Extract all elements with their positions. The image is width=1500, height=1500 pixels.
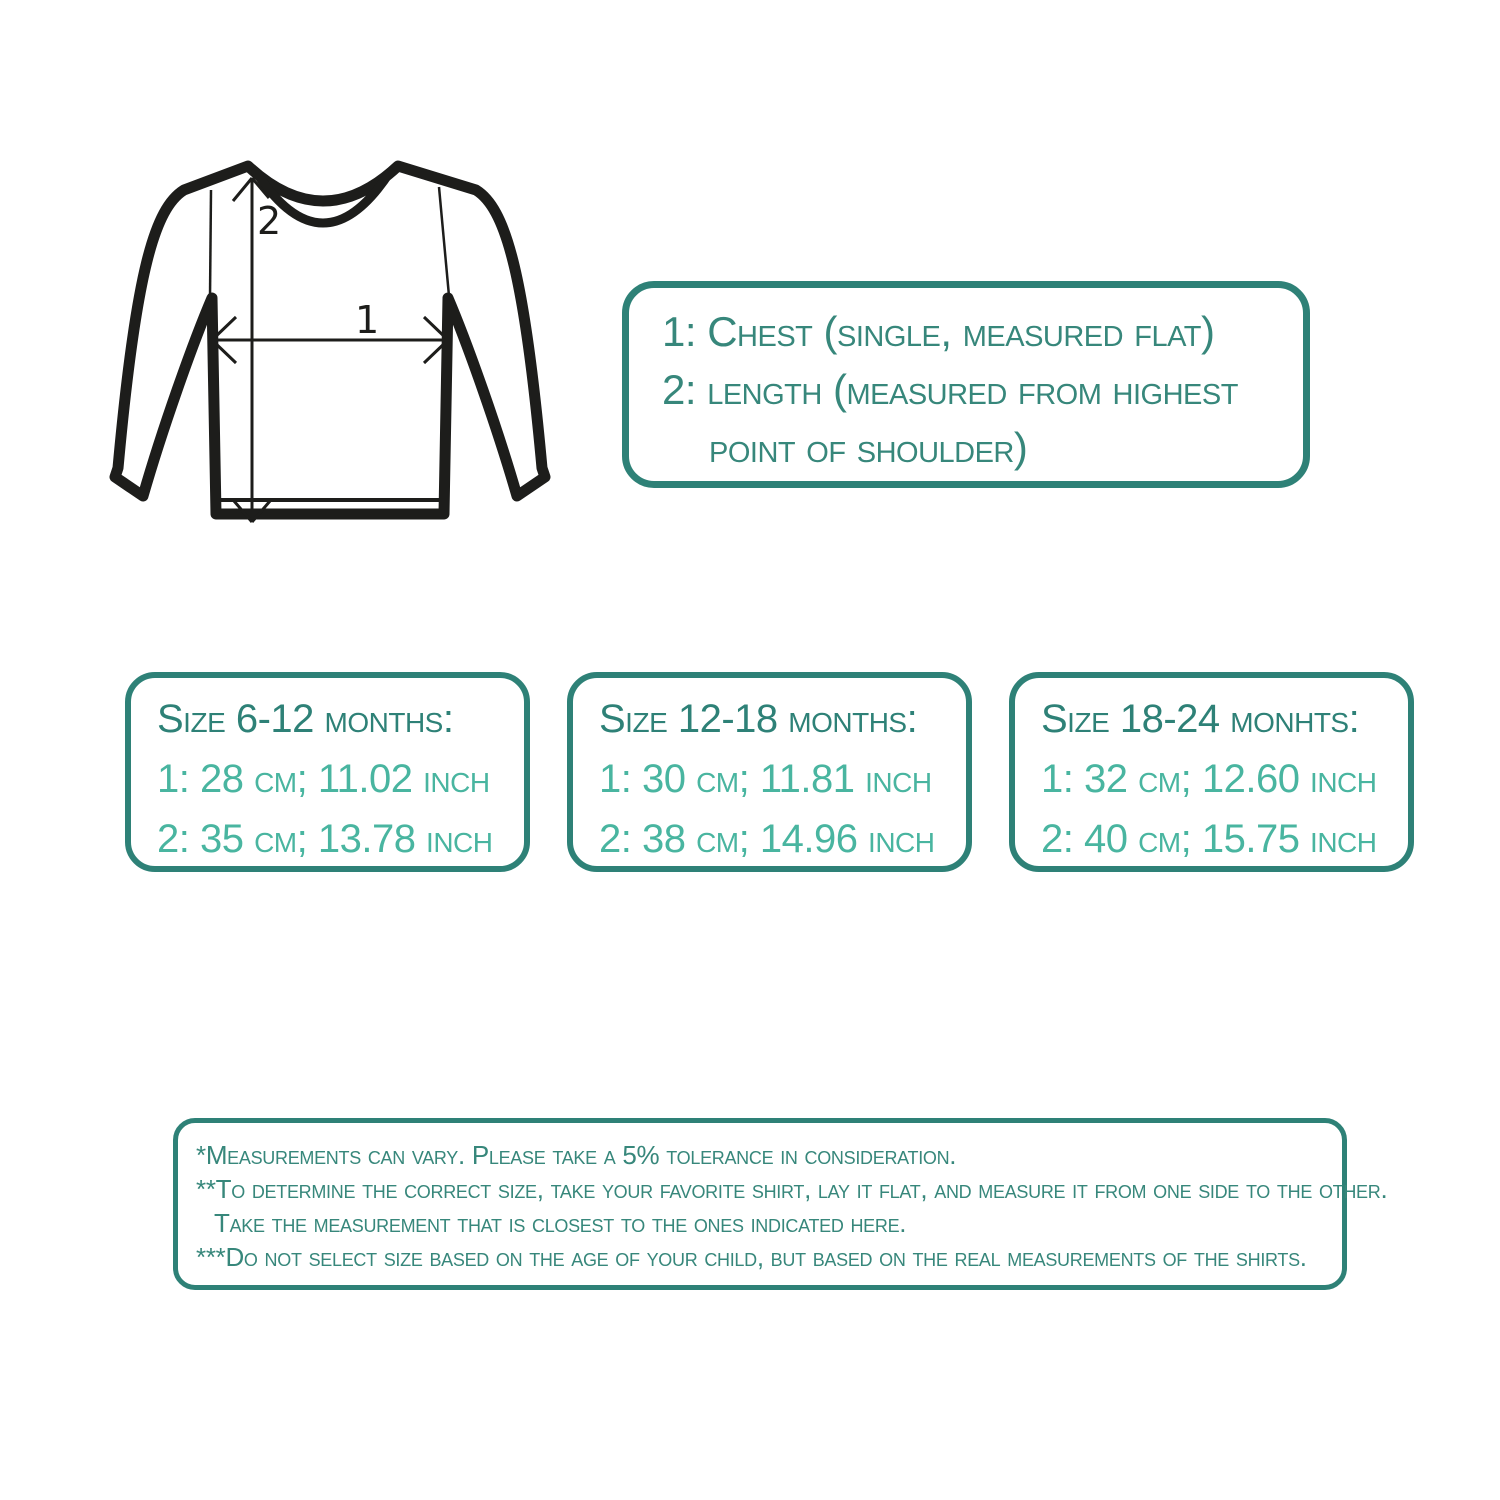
size-box-6-12-months [125, 672, 530, 872]
legend-length-line-2: point of shoulder) [709, 424, 1028, 471]
footnote-determine-size-2: Take the measurement that is closest to the ones indicated here. [214, 1208, 907, 1238]
shirt-illustration [100, 140, 580, 560]
size-box-title: Size 6-12 months: [157, 697, 454, 741]
size-chest-value: 1: 30 cm; 11.81 inch [599, 757, 932, 801]
footnote-tolerance: *Measurements can vary. Please take a 5% tolerance in consideration. [196, 1140, 957, 1170]
size-length-value: 2: 40 cm; 15.75 inch [1041, 817, 1377, 861]
footnotes-box [173, 1118, 1388, 1290]
size-box-18-24-months [1009, 672, 1414, 872]
legend-chest-line: 1: Chest (single, measured flat) [662, 308, 1215, 355]
footnote-age-warning: ***Do not select size based on the age of your child, but based on the real measurements of the shirts. [196, 1242, 1307, 1272]
measurement-legend-box [622, 281, 1310, 488]
size-box-title: Size 18-24 monhts: [1041, 697, 1360, 741]
size-length-value: 2: 35 cm; 13.78 inch [157, 817, 493, 861]
size-length-value: 2: 38 cm; 14.96 inch [599, 817, 935, 861]
legend-length-line: 2: length (measured from highest [662, 366, 1238, 413]
chest-arrow-label: 1 [355, 298, 380, 342]
length-arrow-label: 2 [257, 199, 282, 243]
shirt-measurement-diagram [100, 140, 580, 560]
size-chest-value: 1: 28 cm; 11.02 inch [157, 757, 490, 801]
footnote-determine-size: **To determine the correct size, take your favorite shirt, lay it flat, and measure it from one side to the other. [196, 1174, 1388, 1204]
size-box-12-18-months [567, 672, 972, 872]
left-sleeve-seam [210, 190, 211, 298]
size-chest-value: 1: 32 cm; 12.60 inch [1041, 757, 1377, 801]
size-box-title: Size 12-18 months: [599, 697, 918, 741]
